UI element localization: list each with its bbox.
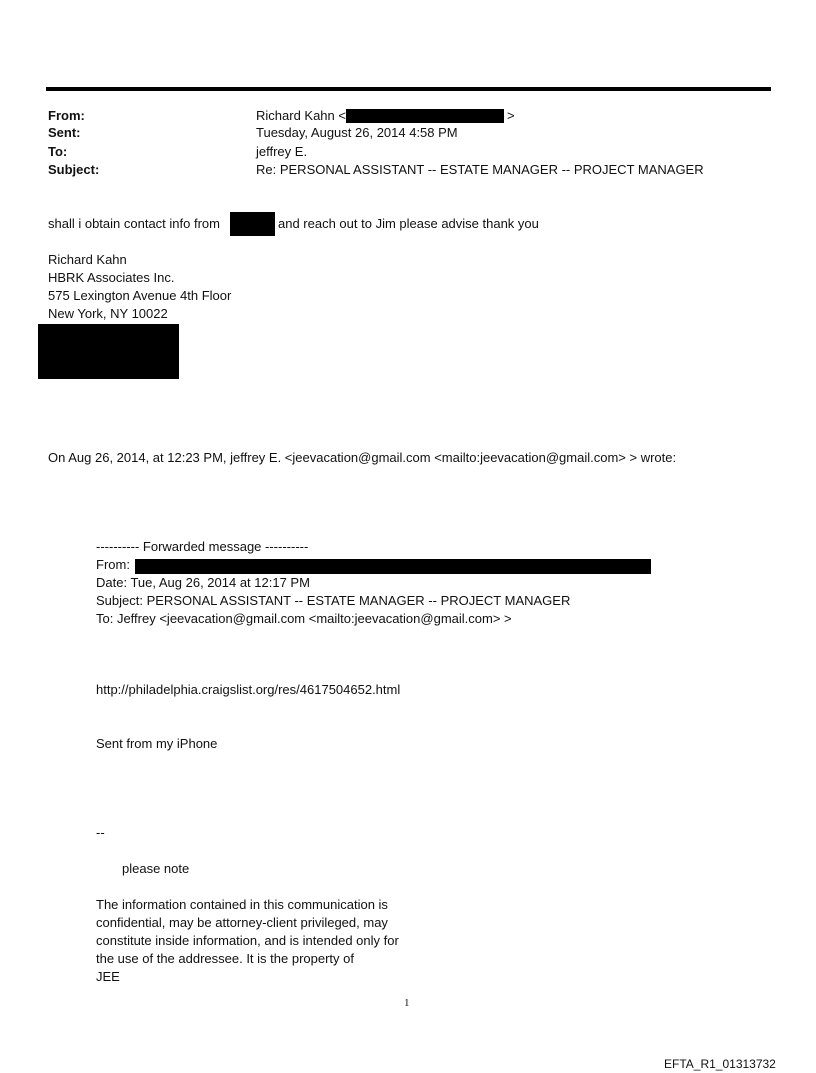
signature-company: HBRK Associates Inc. <box>48 270 175 285</box>
page-number: 1 <box>404 997 410 1009</box>
forwarded-date: Date: Tue, Aug 26, 2014 at 12:17 PM <box>96 575 310 590</box>
signature-dashes: -- <box>96 825 105 840</box>
from-value <box>256 108 346 124</box>
to-label: To: <box>48 144 68 159</box>
sent-from-iphone: Sent from my iPhone <box>96 736 218 751</box>
signature-city: New York, NY 10022 <box>48 306 168 321</box>
forwarded-to: To: Jeffrey <jeevacation@gmail.com <mailto:jeevacation@gmail.com> > <box>96 611 512 626</box>
disclaimer-line-5: JEE <box>96 969 120 984</box>
redaction-contact-name <box>230 212 275 236</box>
signature-name: Richard Kahn <box>48 252 127 267</box>
subject-label: Subject: <box>48 162 100 177</box>
craigslist-link[interactable]: http://philadelphia.craigslist.org/res/4617504652.html <box>96 682 401 697</box>
signature-address: 575 Lexington Avenue 4th Floor <box>48 288 232 303</box>
sent-label: Sent: <box>48 125 81 140</box>
sent-value: Tuesday, August 26, 2014 4:58 PM <box>256 125 458 140</box>
forwarded-from-label: From: <box>96 557 130 572</box>
forwarded-subject: Subject: PERSONAL ASSISTANT -- ESTATE MANAGER -- PROJECT MANAGER <box>96 593 571 608</box>
disclaimer-line-3: constitute inside information, and is intended only for <box>96 933 399 948</box>
redaction-from-email <box>346 109 504 123</box>
disclaimer-line-1: The information contained in this communication is <box>96 897 388 912</box>
header-divider-rule <box>46 87 771 91</box>
from-label: From: <box>48 108 85 123</box>
from-name: Richard Kahn < <box>256 108 346 123</box>
document-id: EFTA_R1_01313732 <box>664 1057 776 1071</box>
body-line-start: shall i obtain contact info from <box>48 216 220 231</box>
forwarded-separator: ---------- Forwarded message ---------- <box>96 539 309 554</box>
body-line-end: and reach out to Jim please advise thank you <box>278 216 539 231</box>
to-value: jeffrey E. <box>256 144 308 159</box>
quote-intro: On Aug 26, 2014, at 12:23 PM, jeffrey E. <jeevacation@gmail.com <mailto:jeevacation@gmail.com> > wrote: <box>48 450 677 465</box>
redaction-signature-block <box>38 324 179 379</box>
please-note: please note <box>122 861 190 876</box>
disclaimer-line-4: the use of the addressee. It is the property of <box>96 951 354 966</box>
from-email-close: > <box>507 108 515 123</box>
redaction-forwarded-from <box>135 559 651 574</box>
subject-value: Re: PERSONAL ASSISTANT -- ESTATE MANAGER -- PROJECT MANAGER <box>256 162 704 177</box>
disclaimer-line-2: confidential, may be attorney-client privileged, may <box>96 915 388 930</box>
